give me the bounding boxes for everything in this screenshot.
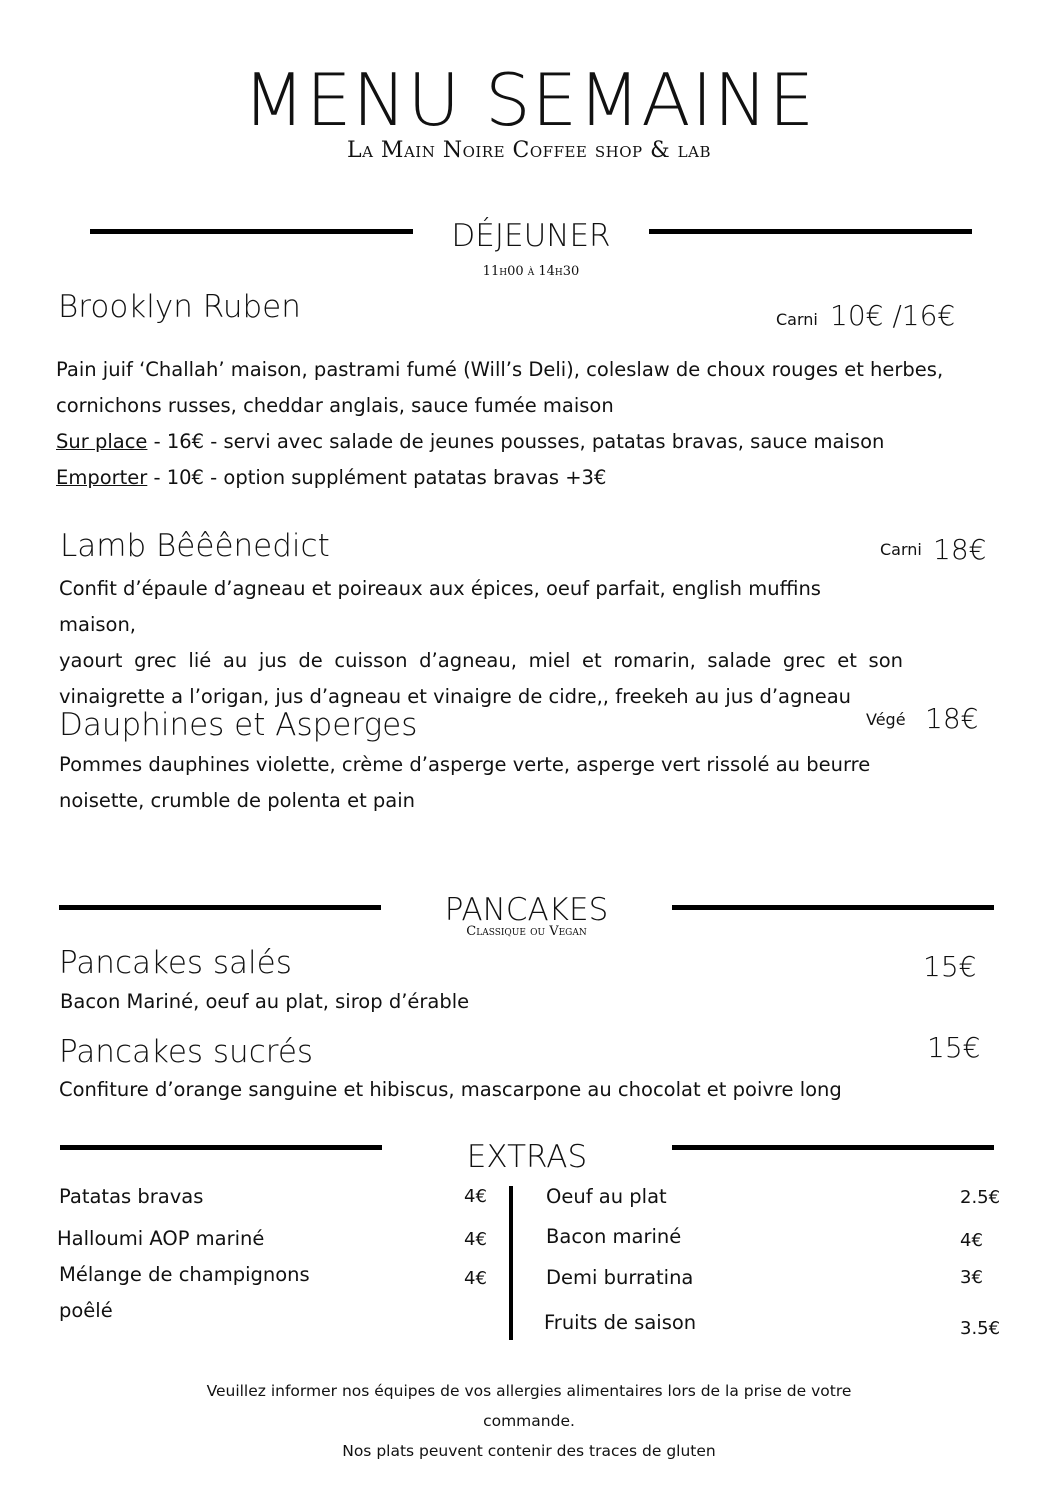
section-rule-left (60, 1145, 382, 1150)
dish-tag: Végé (866, 710, 906, 729)
dish-description (59, 747, 959, 819)
dish-name: Brooklyn Ruben (58, 289, 301, 325)
dish-name: Pancakes sucrés (59, 1034, 314, 1070)
desc-line: Confit d’épaule d’agneau et poireaux aux épices, oeuf parfait, english muffins maison, (59, 577, 821, 636)
option-sur-place (56, 424, 1016, 460)
desc-line: cornichons russes, cheddar anglais, sauce fumée maison (56, 394, 614, 417)
extra-item-price: 4€ (464, 1268, 487, 1289)
section-title-dejeuner: DÉJEUNER (451, 218, 611, 254)
extra-item-name: Halloumi AOP mariné (57, 1227, 265, 1250)
extra-item-name: Mélange de champignons (59, 1263, 310, 1286)
allergy-notice: Veuillez informer nos équipes de vos allergies alimentaires lors de la prise de votre (206, 1382, 852, 1400)
dish-name: Dauphines et Asperges (59, 707, 418, 743)
dish-description (59, 571, 903, 715)
dish-price: 10€ /16€ (830, 299, 956, 332)
extra-item-name: Bacon mariné (546, 1225, 682, 1248)
dish-price: 18€ (925, 702, 979, 735)
desc-line: vinaigrette a l’origan, jus d’agneau et vinaigre de cidre,, freekeh au jus d’agneau (59, 685, 852, 708)
dish-tag: Carni (880, 540, 922, 559)
dish-description: Bacon Mariné, oeuf au plat, sirop d’érable (60, 990, 470, 1013)
section-rule-right (649, 229, 972, 234)
extra-item-name: Patatas bravas (59, 1185, 204, 1208)
dish-description (56, 352, 1016, 496)
extra-item-price: 3€ (960, 1267, 983, 1288)
extras-divider (509, 1186, 513, 1340)
option-emporter (56, 460, 1016, 496)
allergy-notice-cont: commande. (483, 1412, 575, 1430)
extra-item-price: 2.5€ (960, 1187, 1001, 1208)
dish-tag: Carni (776, 310, 818, 329)
desc-line: Pain juif ‘Challah’ maison, pastrami fumé (Will’s Deli), coleslaw de choux rouges et herbes, (56, 358, 944, 381)
extra-item-name: Demi burratina (546, 1266, 694, 1289)
section-rule-right (672, 905, 994, 910)
desc-line: noisette, crumble de polenta et pain (59, 789, 416, 812)
extra-item-price: 4€ (464, 1229, 487, 1250)
extra-item-price: 4€ (960, 1230, 983, 1251)
section-subtitle: Classique ou Vegan (466, 924, 587, 939)
section-title-pancakes: PANCAKES (444, 892, 609, 928)
section-hours: 11h00 à 14h30 (482, 264, 580, 279)
extra-item-price: 4€ (464, 1186, 487, 1207)
dish-price: 15€ (927, 1031, 981, 1064)
section-rule-left (59, 905, 381, 910)
option-text: - 16€ - servi avec salade de jeunes pousses, patatas bravas, sauce maison (147, 430, 885, 453)
dish-price: 15€ (923, 950, 977, 983)
extra-item-name: Oeuf au plat (546, 1185, 667, 1208)
menu-title: MENU SEMAINE (242, 58, 816, 142)
extra-item-price: 3.5€ (960, 1318, 1001, 1339)
dish-name: Pancakes salés (59, 945, 292, 981)
section-title-extras: EXTRAS (466, 1139, 588, 1175)
gluten-notice: Nos plats peuvent contenir des traces de gluten (342, 1442, 716, 1460)
desc-line: Pommes dauphines violette, crème d’asperge verte, asperge vert rissolé au beurre (59, 753, 871, 776)
shop-name: La Main Noire Coffee shop & lab (346, 138, 712, 163)
dish-description: Confiture d’orange sanguine et hibiscus, mascarpone au chocolat et poivre long (59, 1078, 842, 1101)
extra-item-name-cont: poêlé (59, 1299, 113, 1322)
section-rule-right (672, 1145, 994, 1150)
dish-price: 18€ (933, 533, 987, 566)
option-text: - 10€ - option supplément patatas bravas +3€ (147, 466, 607, 489)
option-label: Emporter (56, 466, 148, 489)
extra-item-name: Fruits de saison (544, 1311, 697, 1334)
desc-line: yaourt grec lié au jus de cuisson d’agneau, miel et romarin, salade grec et son (59, 649, 903, 672)
option-label: Sur place (56, 430, 148, 453)
section-rule-left (90, 229, 413, 234)
dish-name: Lamb Bêêênedict (60, 528, 330, 564)
